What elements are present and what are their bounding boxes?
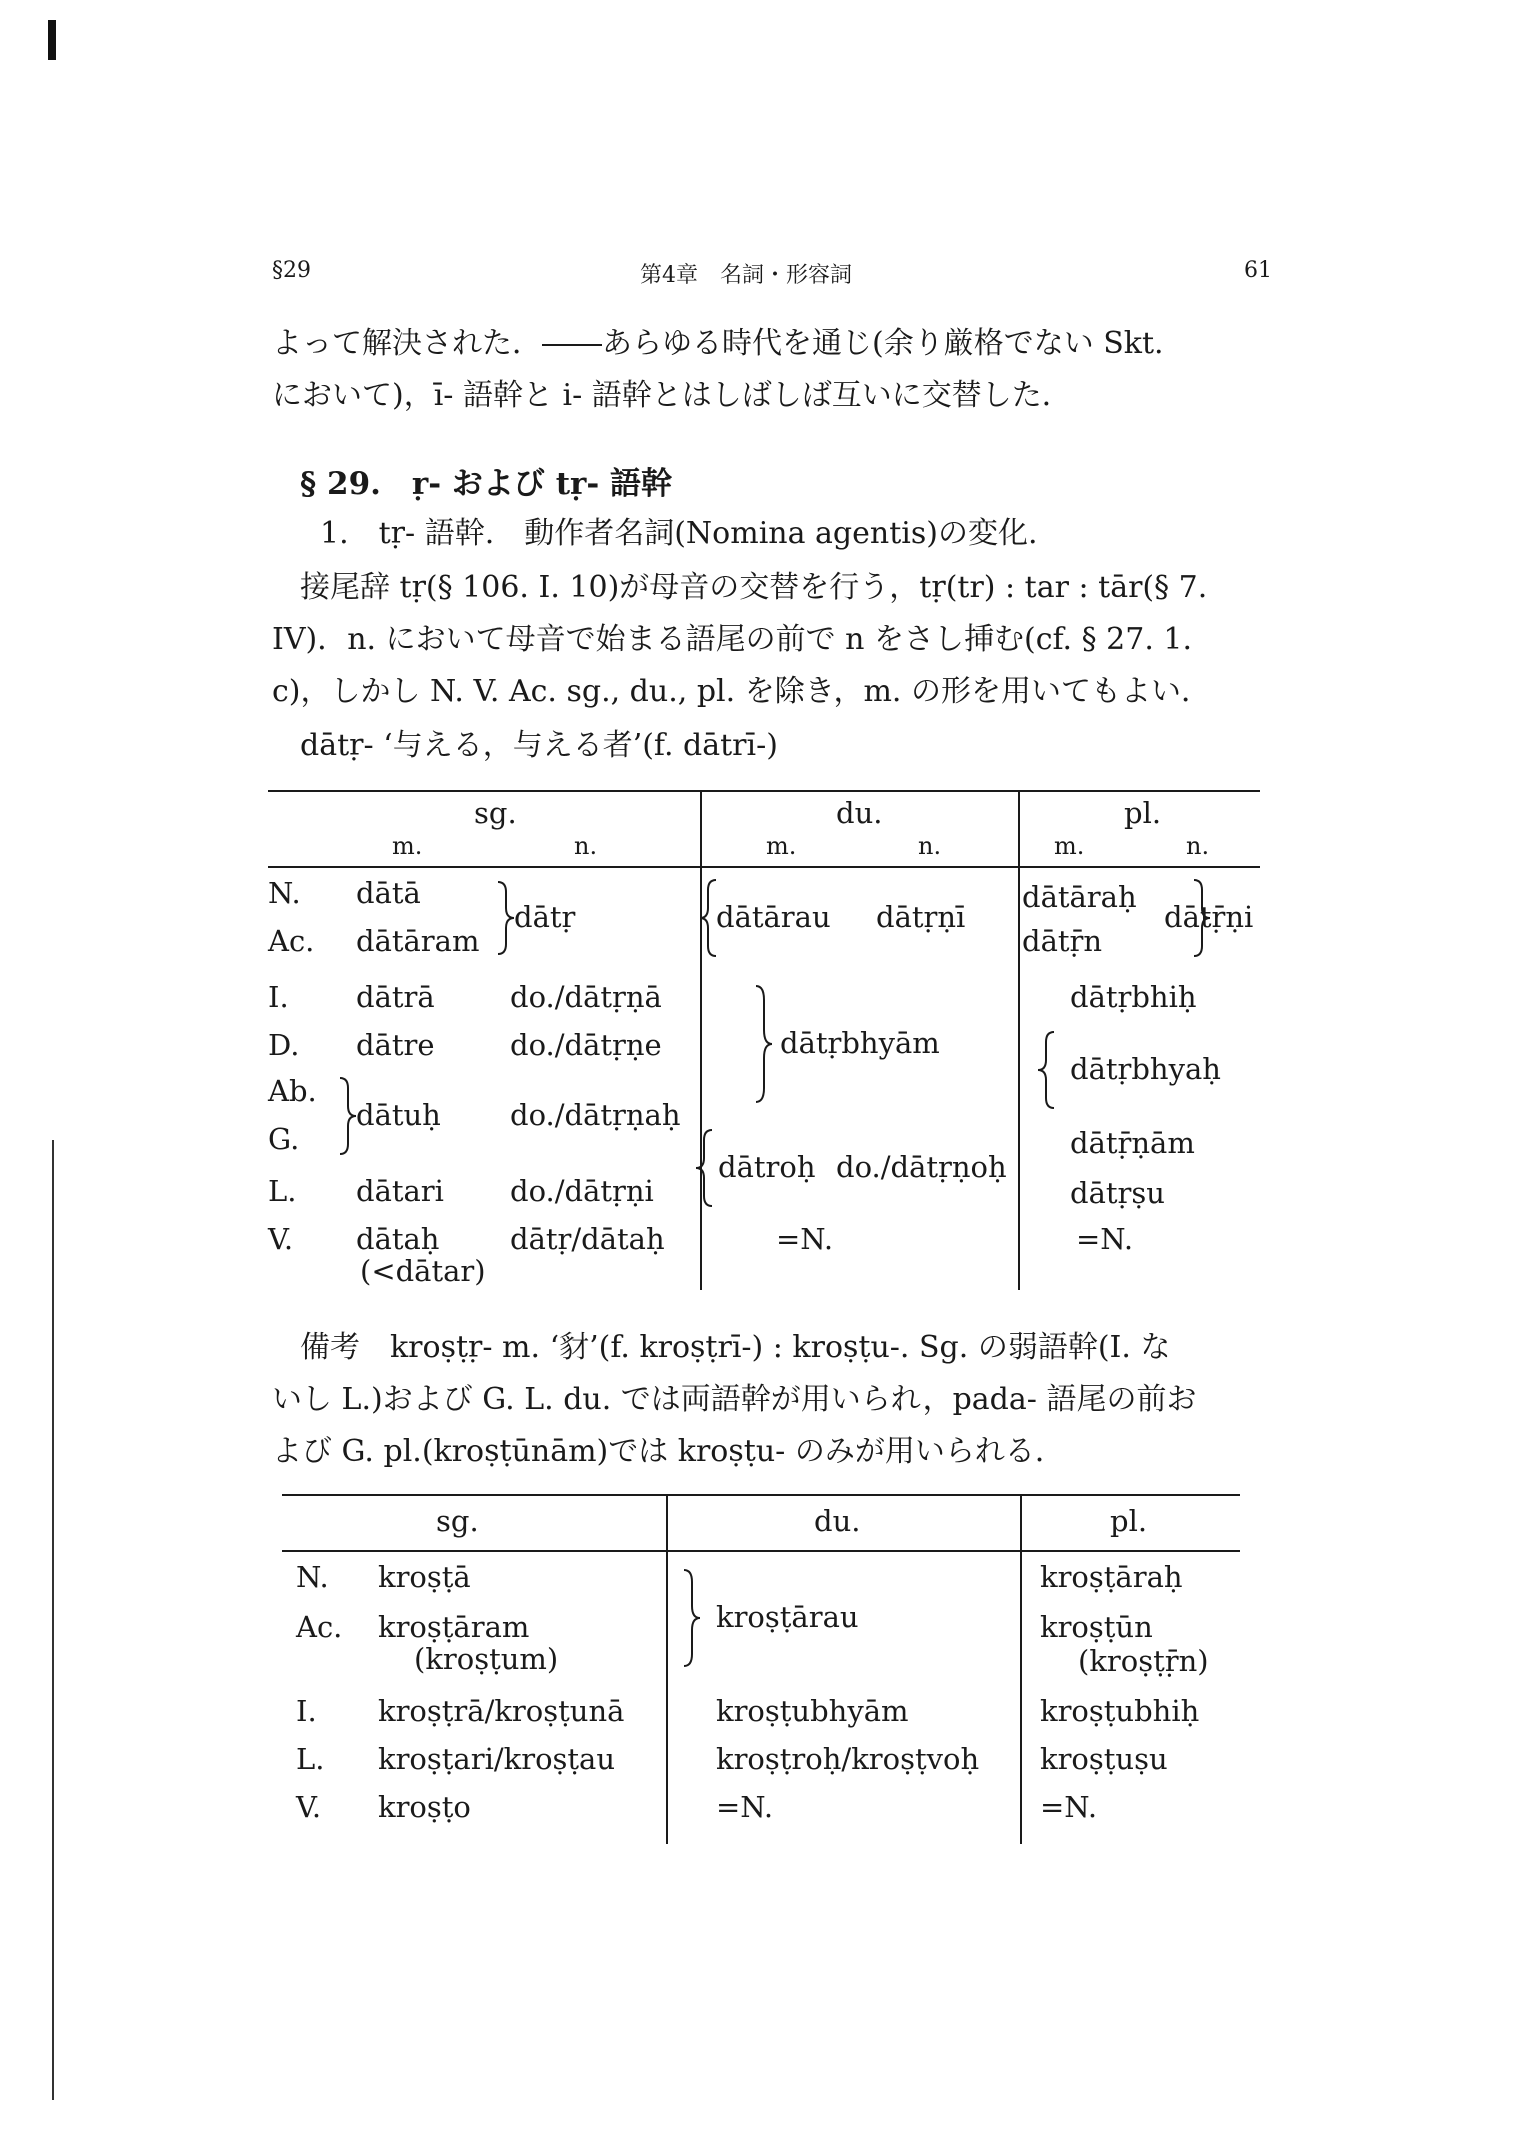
page-number: 61 [1244, 258, 1272, 283]
t2-du-nac: kroṣṭārau [716, 1600, 859, 1634]
sg-m-form: dātaḥ [356, 1222, 440, 1256]
case-label: I. [268, 980, 289, 1014]
du-nac-n: dātṛṇī [876, 900, 966, 934]
header-section: §29 [272, 258, 311, 283]
t2-case-label: N. [296, 1560, 329, 1594]
t2-du-form: kroṣṭroḥ/kroṣṭvoḥ [716, 1742, 980, 1776]
header-sg: sg. [474, 796, 517, 830]
t2-pl-form: kroṣṭāraḥ [1040, 1560, 1183, 1594]
case-label: N. [268, 876, 301, 910]
case-label: D. [268, 1028, 300, 1062]
header-du-n: n. [918, 832, 942, 860]
sg-n-form: do./dātṛṇi [510, 1174, 654, 1208]
t2-du-form: kroṣṭubhyām [716, 1694, 909, 1728]
para1-line-3: c)，しかし N. V. Ac. sg., du., pl. を除き，m. の形を用いてもよい． [272, 674, 1212, 709]
t2-case-label: I. [296, 1694, 317, 1728]
sg-m-form: dātuḥ [356, 1098, 441, 1132]
t2-sg-form: kroṣṭrā/kroṣṭunā [378, 1694, 625, 1728]
pl-n-m: dātāraḥ [1022, 880, 1137, 914]
t2-pl-form: =N. [1040, 1790, 1098, 1824]
subsection-heading: 1. tṛ- 語幹. 動作者名詞(Nomina agentis)の変化. [320, 516, 1038, 551]
pl-voc: =N. [1076, 1222, 1134, 1256]
sg-n-form: dātṛ/dātaḥ [510, 1222, 665, 1256]
t2-sg-form: kroṣṭari/kroṣṭau [378, 1742, 616, 1776]
case-label: V. [268, 1222, 294, 1256]
sg-m-form: dātari [356, 1174, 444, 1208]
section-title: § 29. ṛ- および tṛ- 語幹 [300, 466, 673, 502]
sg-m-form: dātā [356, 876, 421, 910]
header-sg-m: m. [392, 832, 423, 860]
pl-gen: dātṝṇām [1070, 1126, 1195, 1160]
t2-header-sg: sg. [436, 1504, 479, 1538]
sg-m-form: dātre [356, 1028, 435, 1062]
header-chapter: 第4章 名詞・形容詞 [640, 263, 852, 288]
case-label: G. [268, 1122, 300, 1156]
t2-pl-form-note: (kroṣṭṝn) [1078, 1644, 1209, 1678]
sg-m-form: dātrā [356, 980, 435, 1014]
example-word: dātṛ- ‘与える，与える者’(f. dātrī-) [300, 728, 778, 763]
para1-line-1: 接尾辞 tṛ(§ 106. I. 10)が母音の交替を行う，tṛ(tr) : tar : tār(§ 7. [300, 570, 1208, 605]
header-du-m: m. [766, 832, 797, 860]
sg-n-form: do./dātṛṇe [510, 1028, 662, 1062]
case-label: L. [268, 1174, 297, 1208]
t2-header-du: du. [814, 1504, 861, 1538]
pl-nac-n: dātṝṇi [1164, 900, 1254, 934]
t2-header-pl: pl. [1110, 1504, 1148, 1538]
t2-case-label: V. [296, 1790, 322, 1824]
t2-du-form: =N. [716, 1790, 774, 1824]
brace-du-nac [684, 1570, 700, 1666]
t2-pl-form: kroṣṭubhiḥ [1040, 1694, 1200, 1728]
case-label: Ab. [268, 1074, 317, 1108]
remark-line-1: 備考 kroṣṭṛ- m. ‘豺’(f. kroṣṭrī-) : kroṣṭu-. Sg. の弱語幹(I. な [300, 1330, 1171, 1365]
intro-line-1: よって解決された．――あらゆる時代を通じ(余り厳格でない Skt. [272, 326, 1164, 361]
sg-m-form: dātāram [356, 924, 480, 958]
pl-dab: dātṛbhyaḥ [1070, 1052, 1221, 1086]
header-pl-n: n. [1186, 832, 1210, 860]
header-pl: pl. [1124, 796, 1162, 830]
du-nac-m: dātārau [716, 900, 831, 934]
t2-sg-form: kroṣṭā [378, 1560, 471, 1594]
t2-pl-form: kroṣṭūn [1040, 1610, 1153, 1644]
pl-ac-m: dātṝn [1022, 924, 1103, 958]
sg-n-shared-form: dātṛ [514, 900, 576, 934]
para1-line-2: IV)．n. において母音で始まる語尾の前で n をさし挿む(cf. § 27. 1. [272, 622, 1193, 657]
remark-line-2: いし L.)および G. L. du. では両語幹が用いられ，pada- 語尾の前お [272, 1382, 1197, 1417]
du-voc: =N. [776, 1222, 834, 1256]
du-gl-m: dātroḥ [718, 1150, 816, 1184]
case-label: Ac. [268, 924, 315, 958]
pl-loc: dātṛṣu [1070, 1176, 1165, 1210]
sg-m-form-note: (<dātar) [360, 1254, 486, 1288]
t2-case-label: L. [296, 1742, 325, 1776]
header-sg-n: n. [574, 832, 598, 860]
intro-line-2: において)，ī- 語幹と i- 語幹とはしばしば互いに交替した． [272, 378, 1072, 413]
pl-instr: dātṛbhiḥ [1070, 980, 1197, 1014]
t2-sg-form: kroṣṭāram [378, 1610, 530, 1644]
sg-n-form: do./dātṛṇā [510, 980, 662, 1014]
sg-n-form: do./dātṛṇaḥ [510, 1098, 681, 1132]
header-pl-m: m. [1054, 832, 1085, 860]
t2-pl-form: kroṣṭuṣu [1040, 1742, 1168, 1776]
t2-sg-form: kroṣṭo [378, 1790, 471, 1824]
du-gl-n: do./dātṛṇoḥ [836, 1150, 1007, 1184]
t2-case-label: Ac. [296, 1610, 343, 1644]
t2-sg-form-note: (kroṣṭum) [414, 1642, 559, 1676]
du-idab: dātṛbhyām [780, 1026, 940, 1060]
remark-line-3: よび G. pl.(kroṣṭūnām)では kroṣṭu- のみが用いられる． [272, 1434, 1065, 1469]
header-du: du. [836, 796, 883, 830]
